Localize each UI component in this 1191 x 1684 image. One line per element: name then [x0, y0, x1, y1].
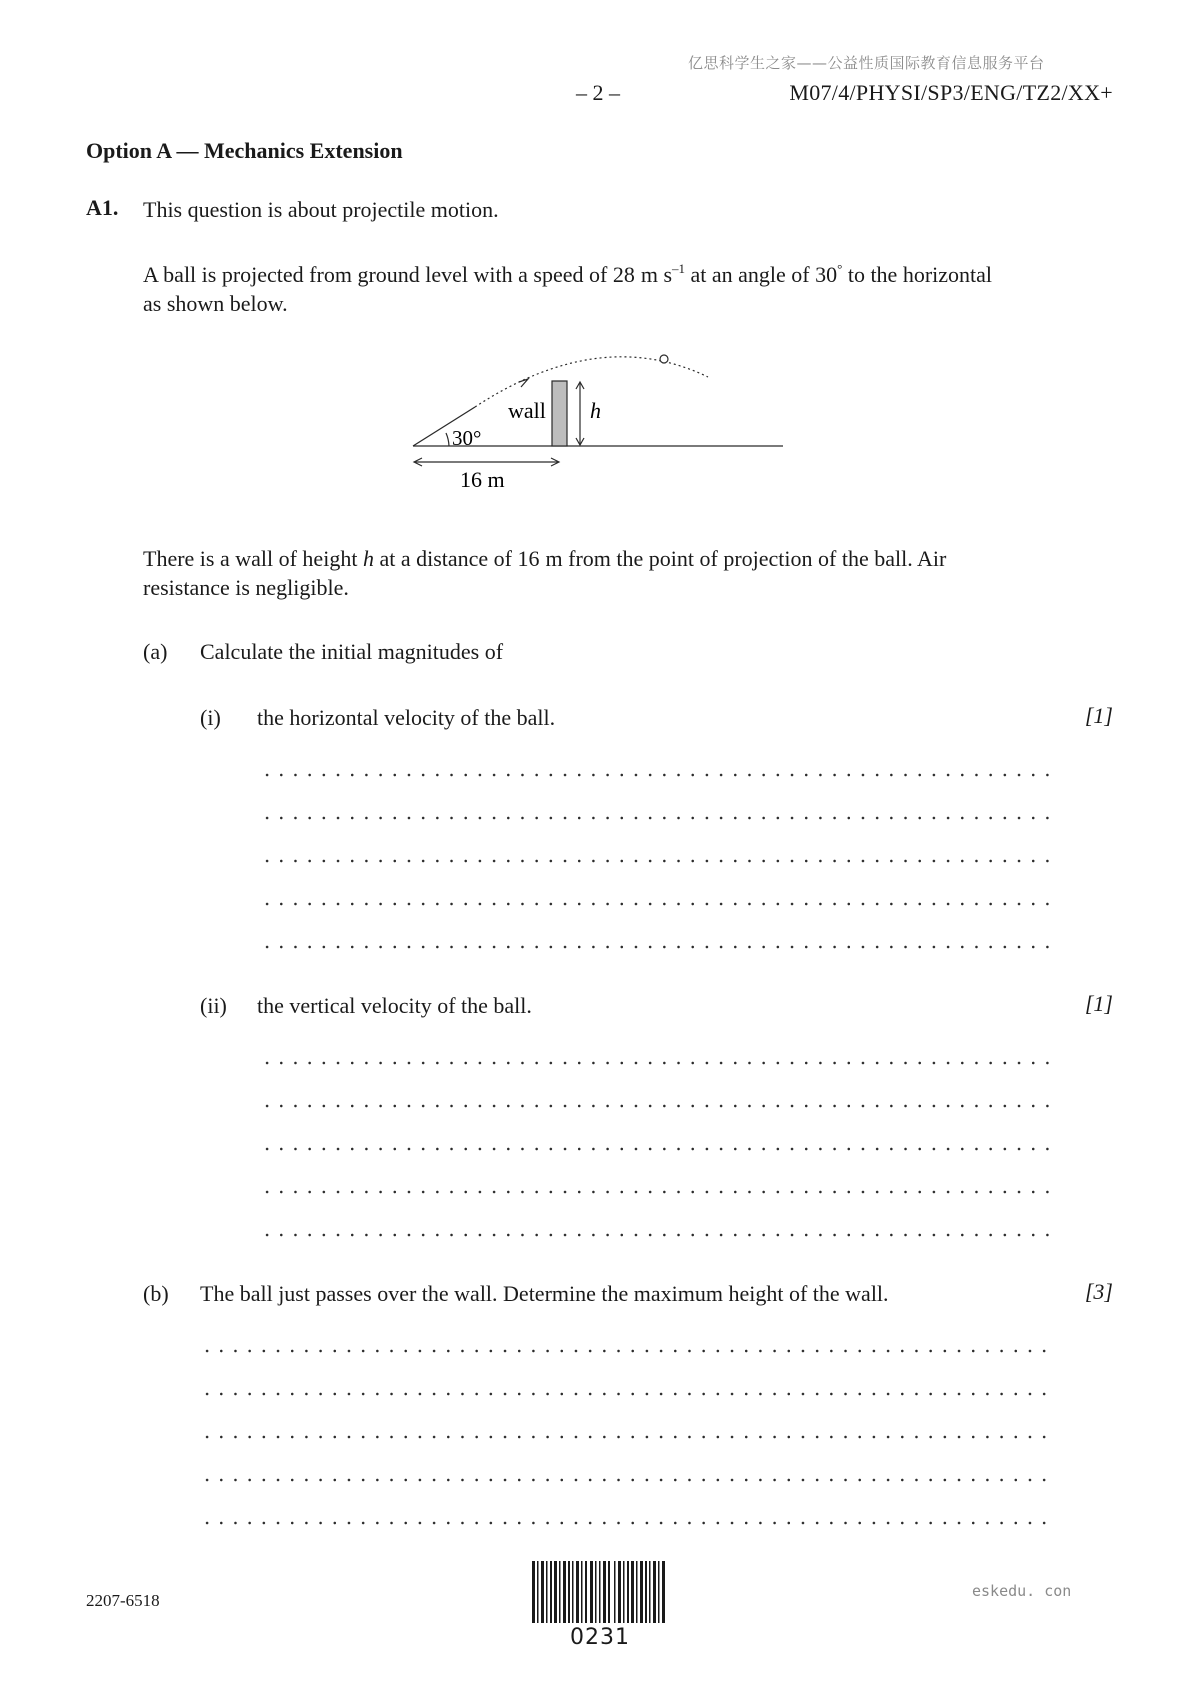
sub-ii-text: the vertical velocity of the ball.	[257, 993, 532, 1018]
answer-line[interactable]	[200, 1521, 1055, 1525]
text-part: There is a wall of height	[143, 546, 363, 571]
answer-line[interactable]	[200, 1478, 1055, 1482]
text-part: at a distance of 16	[373, 546, 540, 571]
question-number: A1.	[86, 195, 119, 220]
page-number: – 2 –	[576, 80, 620, 105]
desc-part: A ball is projected from ground level with a speed of 28	[143, 262, 635, 287]
answer-line[interactable]	[260, 1104, 1055, 1108]
wall-description	[143, 544, 1063, 602]
exam-code: M07/4/PHYSI/SP3/ENG/TZ2/XX+	[789, 80, 1113, 105]
distance-unit: m	[545, 546, 563, 571]
answer-line[interactable]	[260, 902, 1055, 906]
speed-unit: m s	[640, 262, 673, 287]
barcode-number: 0231	[570, 1625, 630, 1650]
sub-ii-marks: [1]	[1084, 991, 1113, 1016]
part-a-label: (a)	[143, 639, 168, 664]
ball-icon	[660, 355, 668, 363]
answer-line[interactable]	[200, 1435, 1055, 1439]
distance-label: 16 m	[460, 467, 505, 492]
arrow-icon	[519, 379, 528, 387]
angle-label: 30°	[452, 426, 482, 450]
answer-line[interactable]	[200, 1392, 1055, 1396]
degree-symbol: °	[837, 261, 843, 276]
question-intro: This question is about projectile motion.	[143, 197, 499, 222]
sub-i-marks: [1]	[1084, 703, 1113, 728]
answer-line[interactable]	[260, 859, 1055, 863]
option-title: Option A — Mechanics Extension	[86, 138, 403, 163]
desc-part: as shown below.	[143, 291, 288, 316]
desc-part: at an angle of 30	[685, 262, 838, 287]
text-part: from the point of projection of the ball. Air	[562, 546, 947, 571]
sub-i-label: (i)	[200, 705, 221, 730]
answer-line[interactable]	[260, 1233, 1055, 1237]
part-b-text: The ball just passes over the wall. Determine the maximum height of the wall.	[200, 1281, 889, 1306]
unit-exponent: –1	[672, 261, 686, 276]
answer-line[interactable]	[260, 945, 1055, 949]
angle-arc	[446, 433, 449, 446]
answer-line[interactable]	[260, 816, 1055, 820]
answer-line[interactable]	[260, 1147, 1055, 1151]
site-watermark: eskedu. con	[972, 1582, 1072, 1600]
answer-line[interactable]	[260, 773, 1055, 777]
answer-line[interactable]	[260, 1061, 1055, 1065]
barcode-icon	[532, 1561, 666, 1623]
answer-line[interactable]	[200, 1349, 1055, 1353]
wall-label: wall	[508, 398, 546, 423]
part-b-label: (b)	[143, 1281, 169, 1306]
answer-line[interactable]	[260, 1190, 1055, 1194]
height-label: h	[590, 398, 601, 423]
sub-ii-label: (ii)	[200, 993, 227, 1018]
part-a-text: Calculate the initial magnitudes of	[200, 639, 504, 664]
footer-code: 2207-6518	[86, 1591, 160, 1610]
height-variable: h	[362, 546, 374, 571]
question-description	[143, 260, 1063, 318]
projectile-diagram	[400, 345, 800, 500]
part-b-marks: [3]	[1084, 1279, 1113, 1304]
text-part: resistance is negligible.	[143, 575, 349, 600]
wall-rect	[552, 381, 567, 446]
sub-i-text: the horizontal velocity of the ball.	[257, 705, 556, 730]
watermark: 亿思科学生之家——公益性质国际教育信息服务平台	[688, 54, 1045, 72]
desc-part: to the horizontal	[842, 262, 993, 287]
